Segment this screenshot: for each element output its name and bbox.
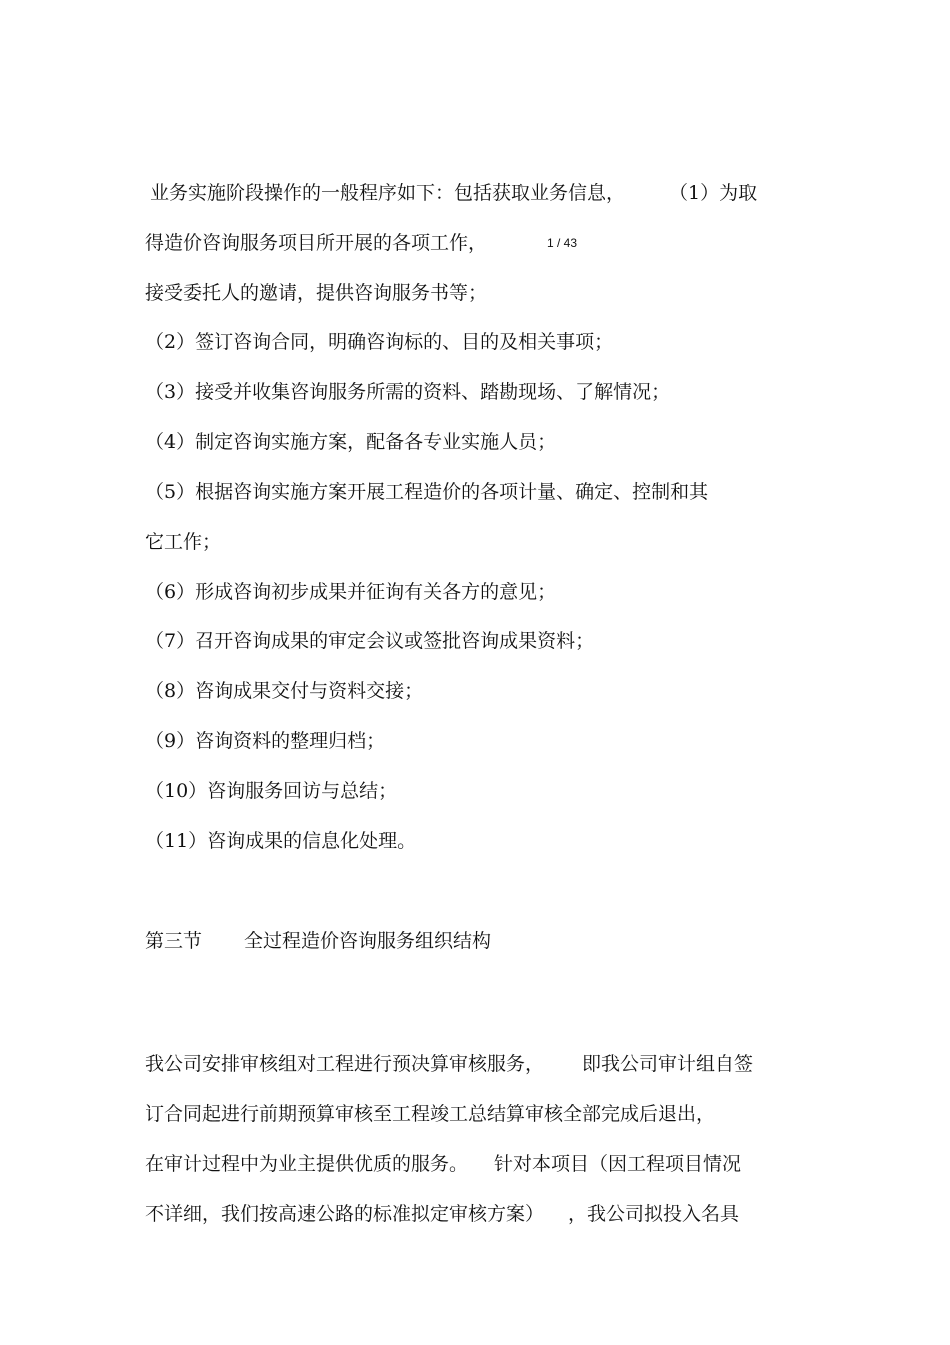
step-item: （7）召开咨询成果的审定会议或签批咨询成果资料； (145, 630, 595, 652)
step-item: （5）根据咨询实施方案开展工程造价的各项计量、确定、控制和其 (145, 481, 709, 503)
intro-line-2: 得造价咨询服务项目所开展的各项工作， (145, 232, 488, 254)
body-line-2: 订合同起进行前期预算审核至工程竣工总结算审核全部完成后退出， (145, 1103, 716, 1125)
step-item: 它工作； (145, 531, 222, 553)
body-line-3-text-a: 在审计过程中为业主提供优质的服务。 (145, 1153, 469, 1175)
intro-line-3: 接受委托人的邀请，提供咨询服务书等； (145, 282, 488, 304)
section-title: 全过程造价咨询服务组织结构 (244, 930, 492, 952)
step-item: （3）接受并收集咨询服务所需的资料、踏勘现场、了解情况； (145, 381, 671, 403)
step-item: （9）咨询资料的整理归档； (145, 730, 386, 752)
body-line-1-text-a: 我公司安排审核组对工程进行预决算审核服务， (145, 1053, 545, 1075)
step-item: （2）签订咨询合同，明确咨询标的、目的及相关事项； (145, 331, 614, 353)
section-number: 第三节 (145, 930, 203, 952)
section-heading (145, 929, 491, 953)
body-line-4-text-b: ，我公司拟投入名具 (568, 1203, 740, 1225)
body-line-1-text-b: 即我公司审计组自签 (582, 1053, 754, 1075)
step-item: （8）咨询成果交付与资料交接； (145, 680, 424, 702)
body-line-3-text-b: 针对本项目（因工程项目情况 (494, 1153, 742, 1175)
step-item: （6）形成咨询初步成果并征询有关各方的意见； (145, 581, 557, 603)
step-item: （11）咨询成果的信息化处理。 (145, 830, 417, 852)
intro-line-1-text-a: 业务实施阶段操作的一般程序如下：包括获取业务信息， (150, 182, 626, 204)
intro-line-1-text-b: （1）为取 (669, 182, 758, 204)
page-number: 1 / 43 (547, 236, 578, 250)
step-item: （10）咨询服务回访与总结； (145, 780, 398, 802)
body-line-3 (145, 1152, 741, 1176)
body-line-1 (145, 1052, 753, 1076)
body-line-4 (145, 1202, 739, 1226)
intro-line-1 (150, 181, 757, 205)
body-line-4-text-a: 不详细，我们按高速公路的标准拟定审核方案） (145, 1203, 545, 1225)
step-item: （4）制定咨询实施方案，配备各专业实施人员； (145, 431, 557, 453)
